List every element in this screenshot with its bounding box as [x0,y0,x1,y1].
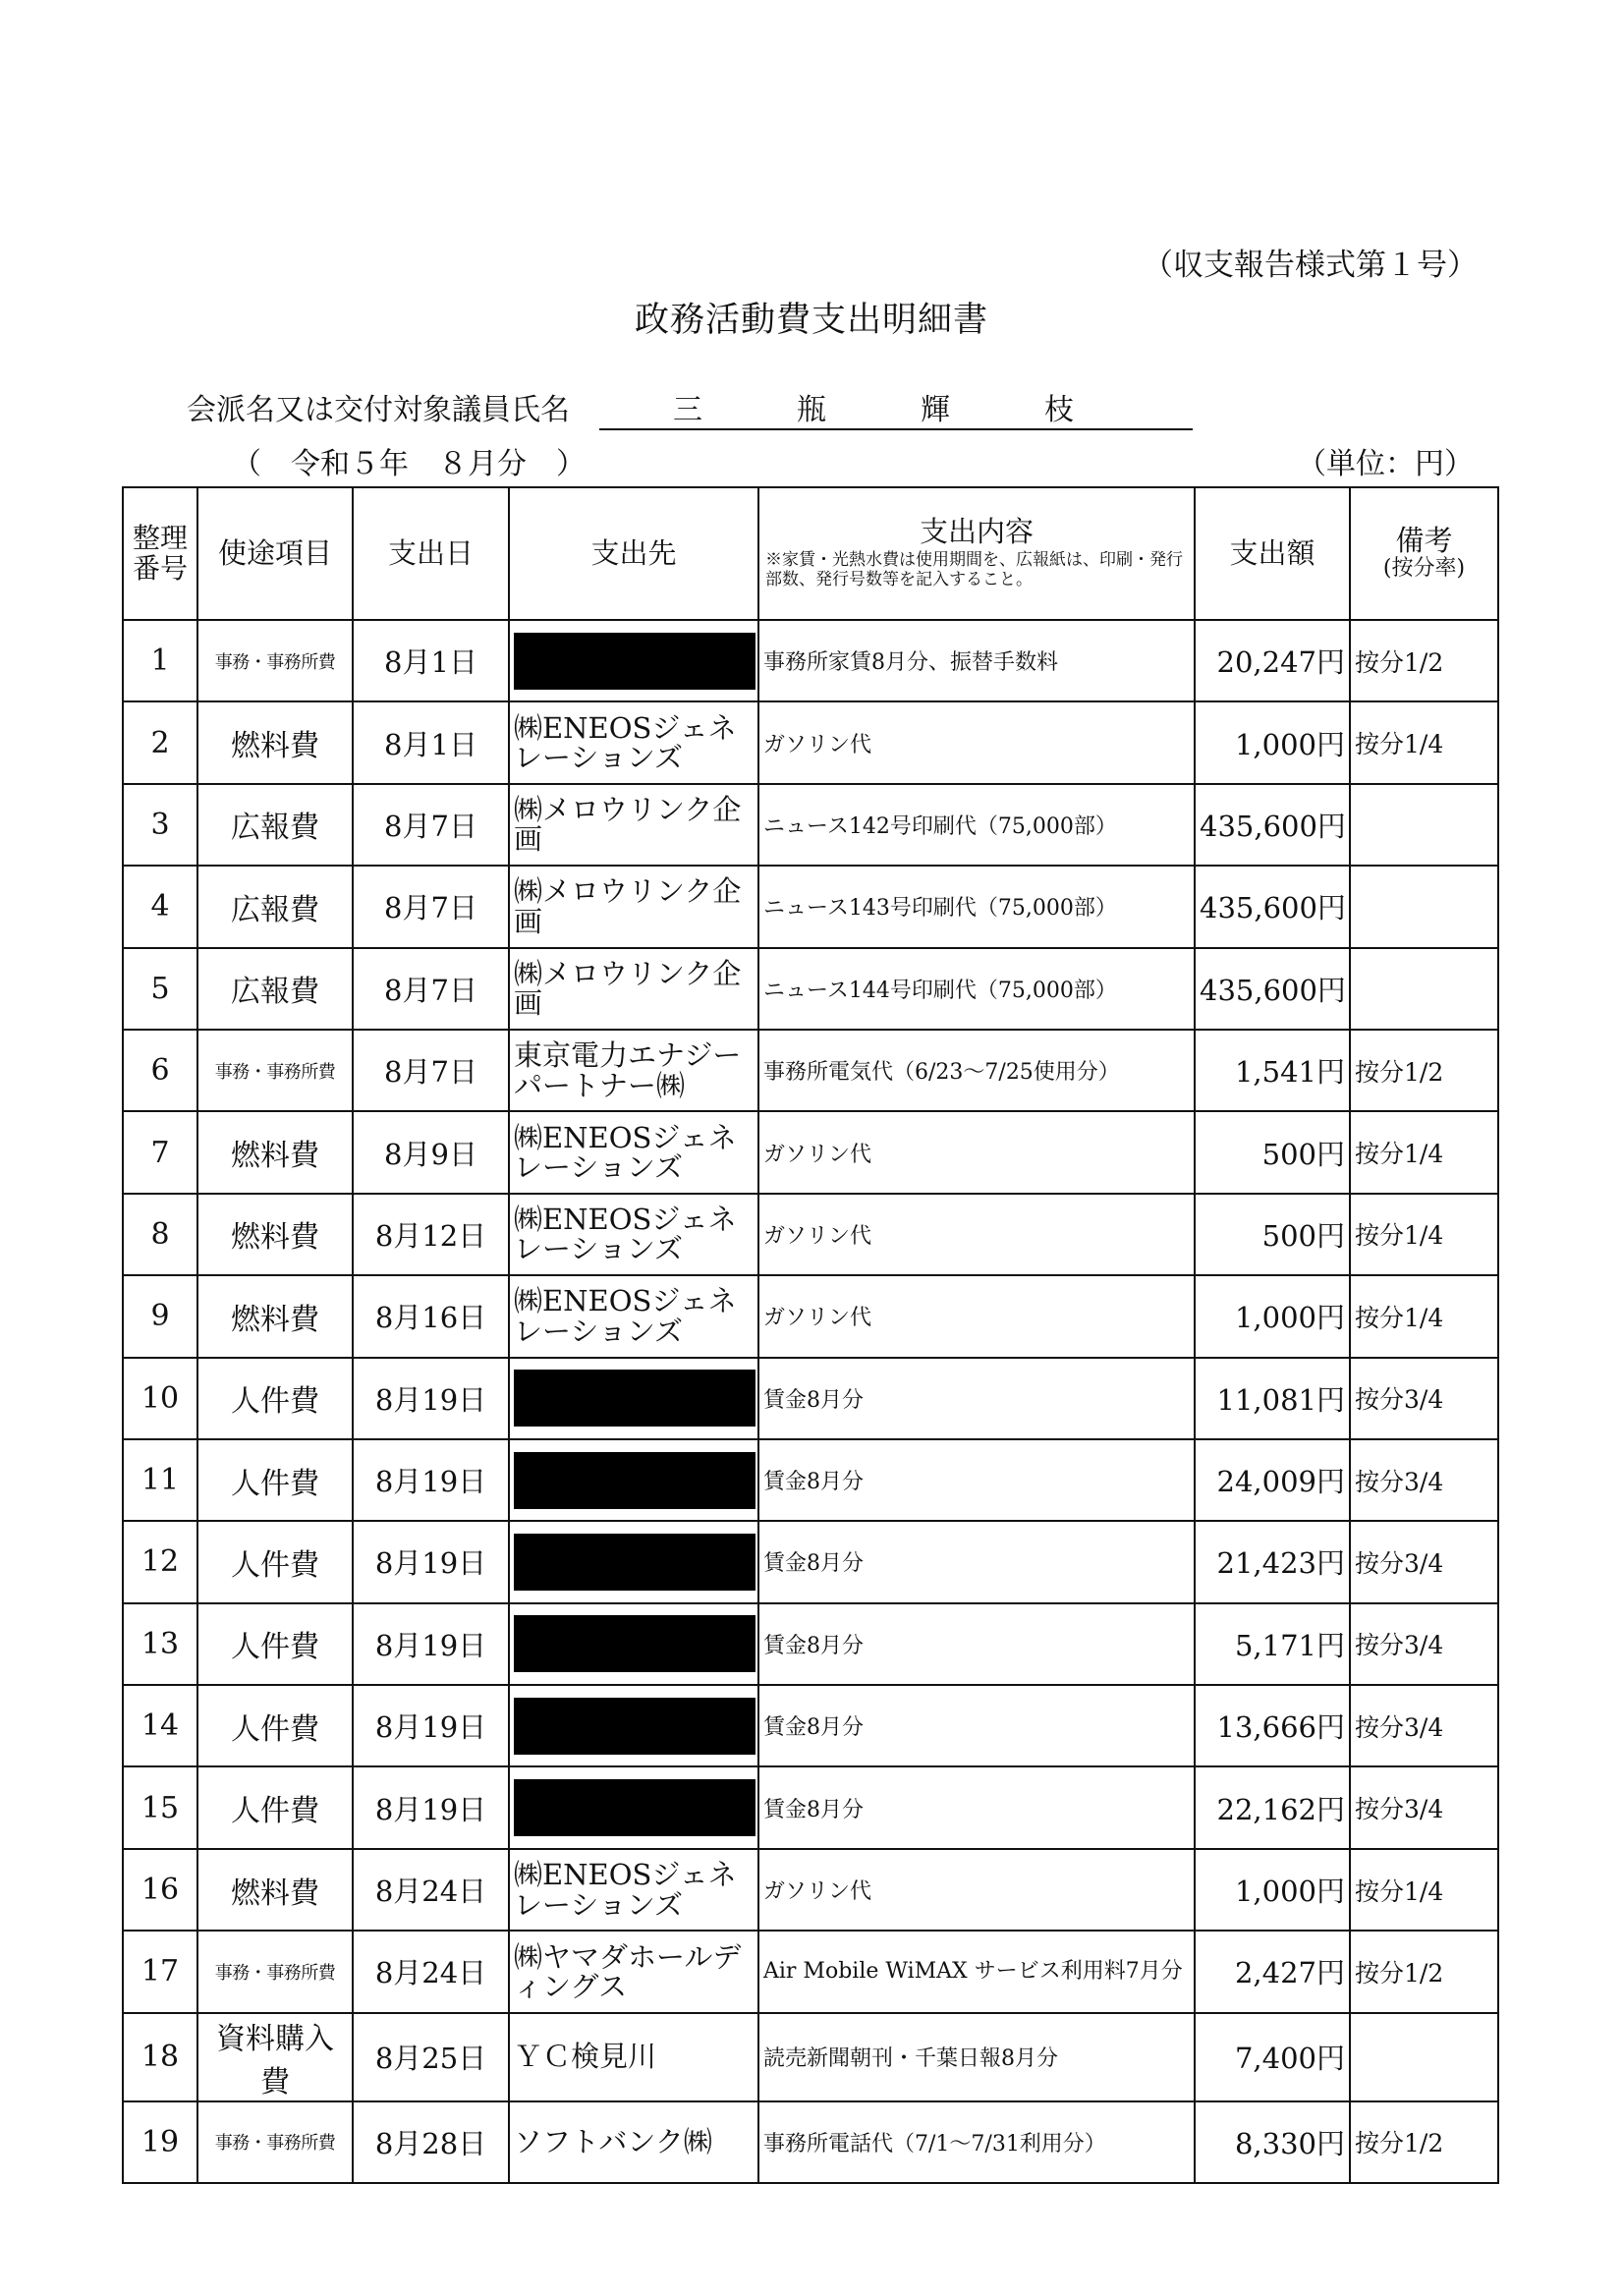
table-row [123,2013,1498,2101]
table-row [123,1685,1498,1766]
row-category: 広報費 [197,948,353,1030]
col-header-date: 支出日 [353,487,509,620]
col-header-payee: 支出先 [509,487,758,620]
row-number: 5 [123,948,197,1030]
row-category: 事務・事務所費 [197,2101,353,2183]
row-date: 8月25日 [353,2013,509,2101]
row-content: 事務所家賃8月分、振替手数料 [758,620,1195,701]
row-category: 広報費 [197,866,353,947]
row-number: 17 [123,1931,197,2012]
row-category: 燃料費 [197,1275,353,1357]
row-amount: 500円 [1195,1194,1350,1275]
row-remarks [1350,948,1498,1030]
row-date: 8月1日 [353,620,509,701]
row-number: 9 [123,1275,197,1357]
row-date: 8月12日 [353,1194,509,1275]
row-number: 19 [123,2101,197,2183]
currency-unit: （単位：円） [1297,447,1474,481]
row-payee [509,1603,758,1685]
col-header-remarks-title: 備考 [1395,524,1453,558]
row-date: 8月19日 [353,1439,509,1521]
row-category: 人件費 [197,1358,353,1439]
row-amount: 5,171円 [1195,1603,1350,1685]
table-row [123,2101,1498,2183]
row-content: ニュース143号印刷代（75,000部） [758,866,1195,947]
redaction-block [514,633,756,690]
reporting-period: （ 令和５年 ８月分 ） [232,447,586,481]
row-payee: ㈱ENEOSジェネレーションズ [509,1275,758,1357]
redaction-block [514,1370,756,1427]
row-date: 8月7日 [353,1030,509,1111]
row-amount: 11,081円 [1195,1358,1350,1439]
row-payee [509,1358,758,1439]
col-header-amount: 支出額 [1195,487,1350,620]
col-header-remarks [1350,487,1498,620]
row-payee: ㈱メロウリンク企画 [509,784,758,866]
table-row [123,784,1498,866]
col-header-content-title: 支出内容 [919,515,1034,549]
row-payee: ㈱ヤマダホールディングス [509,1931,758,2012]
row-number: 10 [123,1358,197,1439]
row-content: ガソリン代 [758,1194,1195,1275]
row-date: 8月28日 [353,2101,509,2183]
table-row [123,1439,1498,1521]
row-amount: 20,247円 [1195,620,1350,701]
row-category: 事務・事務所費 [197,1030,353,1111]
row-category: 燃料費 [197,1194,353,1275]
row-remarks: 按分1/4 [1350,701,1498,783]
row-date: 8月7日 [353,948,509,1030]
redaction-block [514,1698,756,1755]
redaction-block [514,1779,756,1836]
row-amount: 22,162円 [1195,1766,1350,1848]
expense-table [122,486,1499,2184]
row-category: 燃料費 [197,1849,353,1931]
row-content: 賃金8月分 [758,1439,1195,1521]
row-remarks: 按分1/4 [1350,1111,1498,1193]
row-remarks: 按分3/4 [1350,1603,1498,1685]
row-category: 事務・事務所費 [197,1931,353,2012]
table-row [123,1603,1498,1685]
row-date: 8月19日 [353,1766,509,1848]
table-row [123,701,1498,783]
row-date: 8月19日 [353,1685,509,1766]
row-number: 11 [123,1439,197,1521]
row-content: 賃金8月分 [758,1603,1195,1685]
row-date: 8月7日 [353,866,509,947]
redaction-block [514,1615,756,1672]
member-name-value: 三瓶輝枝 [599,385,1193,430]
row-remarks [1350,784,1498,866]
row-content: 事務所電気代（6/23～7/25使用分） [758,1030,1195,1111]
row-number: 2 [123,701,197,783]
row-payee [509,1685,758,1766]
row-payee: ㈱ENEOSジェネレーションズ [509,1849,758,1931]
row-remarks: 按分1/2 [1350,620,1498,701]
row-payee [509,620,758,701]
row-category: 燃料費 [197,1111,353,1193]
row-content: ガソリン代 [758,1111,1195,1193]
row-date: 8月16日 [353,1275,509,1357]
row-remarks: 按分3/4 [1350,1766,1498,1848]
row-category: 人件費 [197,1439,353,1521]
row-remarks: 按分1/2 [1350,1931,1498,2012]
row-amount: 8,330円 [1195,2101,1350,2183]
row-category: 事務・事務所費 [197,620,353,701]
row-content: ニュース142号印刷代（75,000部） [758,784,1195,866]
row-number: 12 [123,1521,197,1602]
row-remarks: 按分3/4 [1350,1685,1498,1766]
row-amount: 21,423円 [1195,1521,1350,1602]
row-payee: 東京電力エナジーパートナー㈱ [509,1030,758,1111]
col-header-content-note: ※家賃・光熱水費は使用期間を、広報紙は、印刷・発行部数、発行号数等を記入すること。 [765,550,1183,590]
row-category: 広報費 [197,784,353,866]
row-remarks [1350,2013,1498,2101]
row-content: 賃金8月分 [758,1766,1195,1848]
row-number: 14 [123,1685,197,1766]
row-content: 賃金8月分 [758,1685,1195,1766]
row-payee: ㈱メロウリンク企画 [509,948,758,1030]
row-payee: ㈱ENEOSジェネレーションズ [509,1111,758,1193]
table-header-row [123,487,1498,620]
row-date: 8月24日 [353,1931,509,2012]
table-row [123,1931,1498,2012]
document-title: 政務活動費支出明細書 [634,301,988,340]
row-content: ガソリン代 [758,1275,1195,1357]
row-date: 8月7日 [353,784,509,866]
redaction-block [514,1534,756,1591]
member-name-label: 会派名又は交付対象議員氏名 [187,393,570,427]
row-amount: 435,600円 [1195,866,1350,947]
table-row [123,1521,1498,1602]
table-row [123,1766,1498,1848]
row-payee: ㈱ENEOSジェネレーションズ [509,701,758,783]
row-remarks: 按分1/4 [1350,1275,1498,1357]
table-row [123,1849,1498,1931]
row-amount: 7,400円 [1195,2013,1350,2101]
row-category: 燃料費 [197,701,353,783]
row-amount: 1,000円 [1195,1275,1350,1357]
table-body [123,620,1498,2183]
row-amount: 435,600円 [1195,948,1350,1030]
row-amount: 24,009円 [1195,1439,1350,1521]
row-payee: ㈱ENEOSジェネレーションズ [509,1194,758,1275]
redaction-block [514,1452,756,1509]
table-row [123,1275,1498,1357]
row-amount: 1,541円 [1195,1030,1350,1111]
row-payee: ＹＣ検見川 [509,2013,758,2101]
row-category: 人件費 [197,1603,353,1685]
row-number: 7 [123,1111,197,1193]
row-date: 8月9日 [353,1111,509,1193]
row-content: 賃金8月分 [758,1521,1195,1602]
row-remarks: 按分1/2 [1350,2101,1498,2183]
row-remarks: 按分3/4 [1350,1439,1498,1521]
col-header-content [758,487,1195,620]
row-remarks: 按分1/4 [1350,1194,1498,1275]
row-amount: 2,427円 [1195,1931,1350,2012]
row-date: 8月19日 [353,1521,509,1602]
table-row [123,1358,1498,1439]
row-date: 8月24日 [353,1849,509,1931]
row-category: 資料購入費 [197,2013,353,2101]
row-content: 賃金8月分 [758,1358,1195,1439]
row-amount: 13,666円 [1195,1685,1350,1766]
row-date: 8月19日 [353,1358,509,1439]
table-row [123,1111,1498,1193]
row-number: 4 [123,866,197,947]
col-header-remarks-sub: (按分率) [1382,556,1466,582]
row-number: 3 [123,784,197,866]
row-remarks: 按分1/4 [1350,1849,1498,1931]
row-content: Air Mobile WiMAX サービス利用料7月分 [758,1931,1195,2012]
member-name-row [187,385,1168,428]
row-content: ニュース144号印刷代（75,000部） [758,948,1195,1030]
row-category: 人件費 [197,1766,353,1848]
row-amount: 1,000円 [1195,701,1350,783]
row-date: 8月1日 [353,701,509,783]
form-number: （収支報告様式第１号） [1143,248,1478,283]
row-amount: 500円 [1195,1111,1350,1193]
row-payee: ソフトバンク㈱ [509,2101,758,2183]
row-number: 8 [123,1194,197,1275]
row-number: 1 [123,620,197,701]
row-content: 事務所電話代（7/1～7/31利用分） [758,2101,1195,2183]
row-content: 読売新聞朝刊・千葉日報8月分 [758,2013,1195,2101]
row-number: 6 [123,1030,197,1111]
row-amount: 435,600円 [1195,784,1350,866]
row-content: ガソリン代 [758,1849,1195,1931]
row-payee [509,1439,758,1521]
row-remarks [1350,866,1498,947]
table-row [123,948,1498,1030]
row-number: 16 [123,1849,197,1931]
row-remarks: 按分1/2 [1350,1030,1498,1111]
col-header-no: 整理番号 [123,487,197,620]
table-row [123,1194,1498,1275]
row-amount: 1,000円 [1195,1849,1350,1931]
row-content: ガソリン代 [758,701,1195,783]
row-payee: ㈱メロウリンク企画 [509,866,758,947]
col-header-category: 使途項目 [197,487,353,620]
table-row [123,1030,1498,1111]
row-number: 18 [123,2013,197,2101]
row-date: 8月19日 [353,1603,509,1685]
row-remarks: 按分3/4 [1350,1521,1498,1602]
row-number: 13 [123,1603,197,1685]
table-row [123,620,1498,701]
row-remarks: 按分3/4 [1350,1358,1498,1439]
row-payee [509,1521,758,1602]
table-row [123,866,1498,947]
row-payee [509,1766,758,1848]
row-category: 人件費 [197,1521,353,1602]
row-number: 15 [123,1766,197,1848]
row-category: 人件費 [197,1685,353,1766]
